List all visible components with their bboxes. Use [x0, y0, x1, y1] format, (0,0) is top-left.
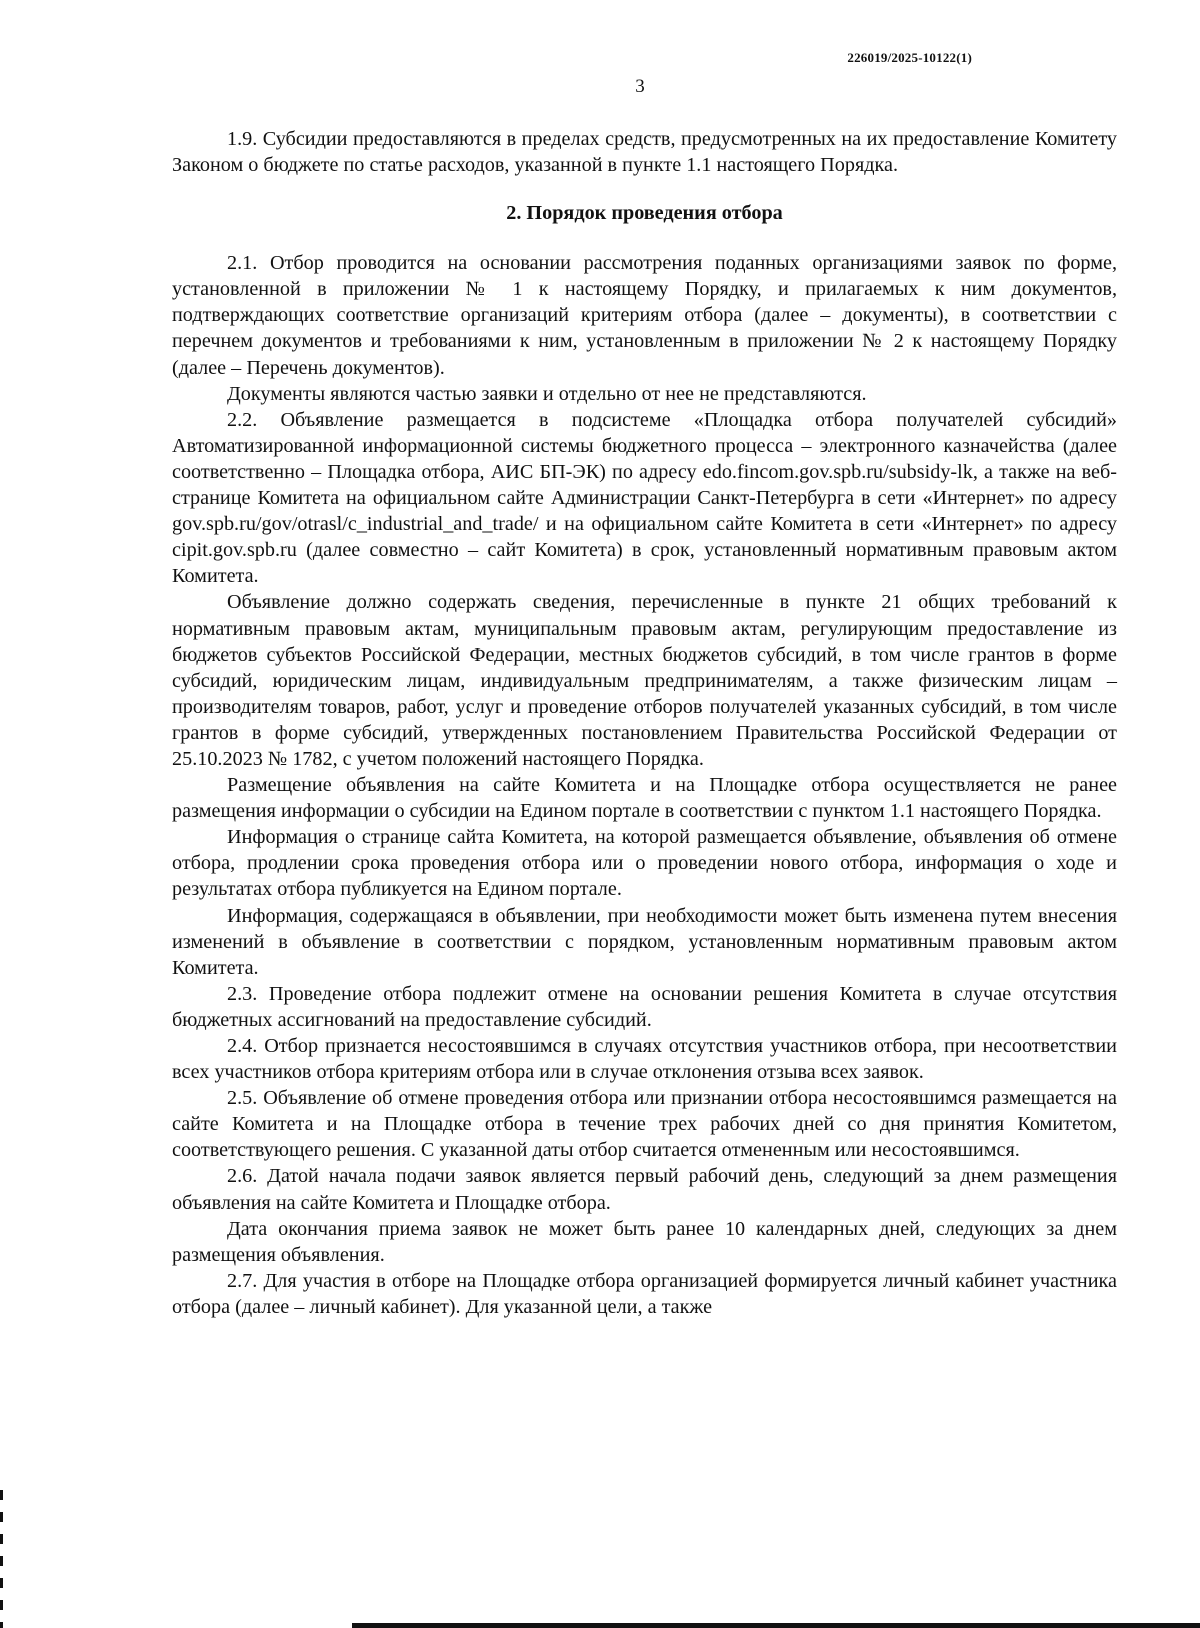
paragraph-2-3: 2.3. Проведение отбора подлежит отмене на основании решения Комитета в случае отсутствия бюджетных ассигнований на предоставление субсидий.: [172, 982, 1117, 1031]
paragraph-2-2-d: Информация о странице сайта Комитета, на которой размещается объявление, объявления об отмене отбора, продлении срока проведения отбора или о проведении нового отбора, информация о ходе и результатах отбора публикуется на Едином портале.: [172, 826, 1117, 901]
document-body: [172, 126, 1117, 1320]
scan-edge-marks: [0, 1490, 3, 1628]
paragraph-2-1: 2.1. Отбор проводится на основании рассмотрения поданных организациями заявок по форме, установленной в приложении № 1 к настоящему Порядку, и прилагаемых к ним документов, подтверждающих соответствие организаций критериям отбора (далее – документы), в соответствии с перечнем документов и требованиями к ним, установленным в приложении № 2 к настоящему Порядку (далее – Перечень документов).: [172, 252, 1117, 379]
paragraph-2-2: 2.2. Объявление размещается в подсистеме «Площадка отбора получателей субсидий» Автоматизированной информационной системы бюджетного процесса – электронного казначейства (далее соответственно – Площадка отбора, АИС БП-ЭК) по адресу edo.fincom.gov.spb.ru/subsidy-lk, а также на веб-странице Комитета на официальном сайте Администрации Санкт-Петербурга в сети «Интернет» по адресу gov.spb.ru/gov/otrasl/c_industrial_and_trade/ и на официальном сайте Комитета в сети «Интернет» по адресу cipit.gov.spb.ru (далее совместно – сайт Комитета) в срок, установленный нормативным правовым актом Комитета.: [172, 408, 1117, 588]
paragraph-2-6: 2.6. Датой начала подачи заявок является первый рабочий день, следующий за днем размещения объявления на сайте Комитета и Площадке отбора.: [172, 1165, 1117, 1214]
section-2-title: 2. Порядок проведения отбора: [506, 202, 783, 225]
paragraph-2-1-b: Документы являются частью заявки и отдельно от нее не представляются.: [227, 382, 867, 405]
page-number: 3: [635, 76, 645, 97]
paragraph-2-6-b: Дата окончания приема заявок не может быть ранее 10 календарных дней, следующих за днем размещения объявления.: [172, 1217, 1117, 1266]
paragraph-2-7: 2.7. Для участия в отборе на Площадке отбора организацией формируется личный кабинет участника отбора (далее – личный кабинет). Для указанной цели, а также: [172, 1269, 1117, 1318]
document-registration-number: 226019/2025-10122(1): [847, 50, 972, 65]
paragraph-2-2-e: Информация, содержащаяся в объявлении, при необходимости может быть изменена путем внесения изменений в объявление в соответствии с порядком, установленным нормативным правовым актом Комитета.: [172, 904, 1117, 979]
paragraph-2-4: 2.4. Отбор признается несостоявшимся в случаях отсутствия участников отбора, при несоответствии всех участников отбора критериям отбора или в случае отклонения отзыва всех заявок.: [172, 1035, 1117, 1084]
paragraph-2-2-c: Размещение объявления на сайте Комитета и на Площадке отбора осуществляется не ранее размещения информации о субсидии на Едином портале в соответствии с пунктом 1.1 настоящего Порядка.: [172, 774, 1117, 823]
paragraph-2-5: 2.5. Объявление об отмене проведения отбора или признании отбора несостоявшимся размещается на сайте Комитета и на Площадке отбора в течение трех рабочих дней со дня принятия Комитетом, соответствующего решения. С указанной даты отбор считается отмененным или несостоявшимся.: [172, 1087, 1117, 1162]
paragraph-2-2-b: Объявление должно содержать сведения, перечисленные в пункте 21 общих требований к нормативным правовым актам, муниципальным правовым актам, регулирующим предоставление из бюджетов субъектов Российской Федерации, местных бюджетов субсидий, в том числе грантов в форме субсидий, юридическим лицам, индивидуальным предпринимателям, а также физическим лицам – производителям товаров, работ, услуг и проведение отборов получателей указанных субсидий, в том числе грантов в форме субсидий, утвержденных постановлением Правительства Российской Федерации от 25.10.2023 № 1782, с учетом положений настоящего Порядка.: [172, 591, 1117, 770]
paragraph-1-9: 1.9. Субсидии предоставляются в пределах средств, предусмотренных на их предоставление Комитету Законом о бюджете по статье расходов, указанной в пункте 1.1 настоящего Порядка.: [172, 128, 1117, 177]
scan-bottom-rule: [352, 1623, 1200, 1628]
